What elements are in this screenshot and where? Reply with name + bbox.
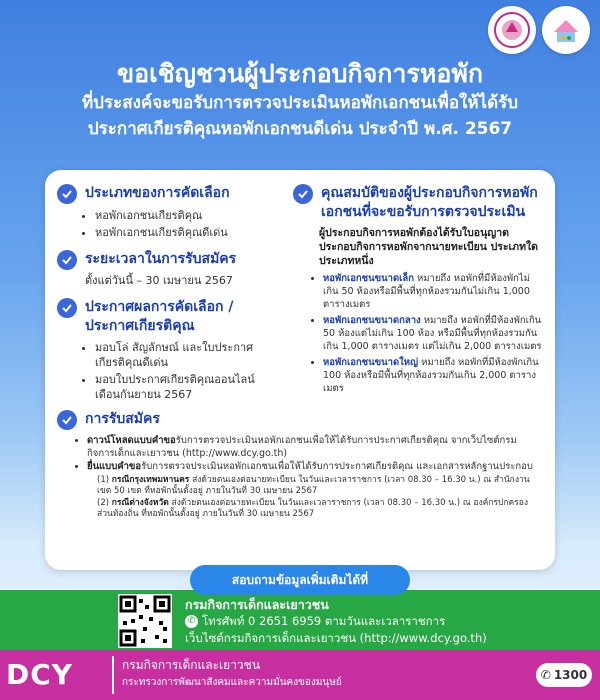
list-item	[323, 272, 543, 311]
item-text: รับการตรวจประเมินหอพักเอกชนเพื่อให้ได้รับการประกาศเกียรติคุณ และเอกสารหลักฐานประกอบ	[141, 461, 533, 472]
application-period-section	[57, 250, 282, 288]
case-number: (2)	[97, 498, 110, 508]
case-item	[97, 475, 543, 497]
list-item: • หอพักเอกชนเกียรติคุณ	[95, 208, 282, 223]
right-column	[293, 184, 543, 398]
period-text: ตั้งแต่วันนี้ – 30 เมษายน 2567	[85, 274, 233, 287]
item-bold: ดาวน์โหลดแบบคำขอ	[87, 435, 176, 446]
section-title: ประกาศผลการคัดเลือก /ประกาศเกียรติคุณ	[85, 299, 234, 334]
list-item	[323, 356, 543, 395]
contact-web-row	[185, 630, 487, 647]
contact-info	[185, 596, 487, 647]
selection-types-section	[57, 184, 282, 240]
qr-code	[118, 594, 172, 648]
dcy-wordmark: DCY	[6, 658, 74, 691]
list-item	[323, 314, 543, 353]
footer-divider	[112, 656, 114, 694]
footer-ministry-name: กระทรวงการพัฒนาสังคมและความมั่นคงของมนุษย์	[122, 677, 342, 688]
page-title: ขอเชิญชวนผู้ประกอบกิจการหอพัก	[117, 59, 483, 88]
section-title: คุณสมบัติของผู้ประกอบกิจการหอพักเอกชนที่จะขอรับการตรวจประเมิน	[321, 185, 538, 220]
contact-bar	[0, 590, 600, 650]
info-card	[45, 170, 555, 570]
list-item: • มอบโล่ สัญลักษณ์ และใบประกาศเกียรติคุณดีเด่น	[95, 340, 282, 370]
page-subtitle-1: ที่ประสงค์จะขอรับการตรวจประเมินหอพักเอกชนเพื่อให้ได้รับ	[81, 93, 519, 113]
item-text: รับการตรวจประเมินหอพักเอกชนเพื่อให้ได้รับการประกาศเกียรติคุณ จากเว็บไซต์กรมกิจการเด็กและเยาวชน (http://www.dcy.go.th)	[87, 435, 517, 459]
case-bold: กรณีต่างจังหวัด	[111, 498, 169, 508]
phone-icon: ✆	[185, 615, 198, 628]
size-label: หอพักเอกชนขนาดกลาง	[323, 315, 421, 326]
header-logos	[488, 6, 590, 54]
contact-phone-row	[185, 613, 487, 630]
case-text: ส่งด้วยตนเองต่อนายทะเบียน ในวันและเวลาราชการ (เวลา 08.30 – 16.30 น.) ณ องค์กรปกครองส่วนท้องถิ่น ที่หอพักนั้นตั้งอยู่ ภายในวันที่ 30 เมษายน 2567	[97, 498, 529, 519]
dcy-logo	[542, 6, 590, 54]
page-subtitle-2: ประกาศเกียรติคุณหอพักเอกชนดีเด่น ประจำปี พ.ศ. 2567	[87, 119, 513, 139]
contact-dept: กรมกิจการเด็กและเยาวชน	[185, 597, 329, 612]
ministry-seal-logo	[488, 6, 536, 54]
list-item	[87, 434, 543, 460]
item-bold: ยื่นแบบคำขอ	[87, 461, 142, 472]
announcement-section	[57, 298, 282, 402]
hotline-number: 1300	[553, 668, 588, 682]
check-icon	[57, 184, 77, 204]
size-label: หอพักเอกชนขนาดใหญ่	[323, 357, 419, 368]
phone-icon: ✆	[540, 668, 551, 682]
contact-web: เว็บไซต์กรมกิจการเด็กและเยาวชน (http://www.dcy.go.th)	[185, 631, 487, 645]
section-title: ประเภทของการคัดเลือก	[85, 185, 230, 201]
footer-bar	[0, 650, 600, 700]
page-header	[0, 58, 600, 142]
hotline-badge	[536, 663, 592, 687]
section-title: การรับสมัคร	[85, 411, 160, 427]
size-text: หมายถึง หอพักที่มีห้องพักไม่เกิน 50 ห้องหรือมีพื้นที่ทุกห้องรวมกันไม่เกิน 1,000 ตารางเมตร	[323, 273, 530, 310]
footer-org	[122, 656, 342, 692]
list-item: • มอบใบประกาศเกียรติคุณออนไลน์ เดือนกันยายน 2567	[95, 372, 282, 402]
check-icon	[293, 184, 313, 204]
check-icon	[57, 298, 77, 318]
case-text: ส่งด้วยตนเองต่อนายทะเบียน ในวันและเวลาราชการ (เวลา 08.30 – 16.30 น.) ณ สำนักงานเขต 50 เขต ที่หอพักนั้นตั้งอยู่ ภายในวันที่ 30 เมษายน 2567	[97, 475, 530, 496]
size-text: หมายถึง หอพักที่มีห้องพักเกิน 100 ห้องหรือมีพื้นที่ทุกห้องรวมกันเกิน 2,000 ตารางเมตร	[323, 357, 539, 394]
case-item	[97, 498, 543, 520]
check-icon	[57, 250, 77, 270]
case-bold: กรณีกรุงเทพมหานคร	[111, 475, 190, 485]
size-label: หอพักเอกชนขนาดเล็ก	[323, 273, 414, 284]
size-text: หมายถึง หอพักที่มีห้องพักเกิน 50 ห้องแต่ไม่เกิน 100 ห้อง หรือมีพื้นที่ทุกห้องรวมกันเกิน 1,000 ตารางเมตร แต่ไม่เกิน 2,000 ตารางเมตร	[323, 315, 542, 352]
list-item: • หอพักเอกชนเกียรติคุณดีเด่น	[95, 225, 282, 240]
footer-org-name: กรมกิจการเด็กและเยาวชน	[122, 658, 261, 672]
check-icon	[57, 410, 77, 430]
contact-phone: โทรศัพท์ 0 2651 6959 ตามวันและเวลาราชการ	[202, 614, 446, 628]
left-column	[57, 184, 282, 412]
case-number: (1)	[97, 475, 110, 485]
application-section	[57, 410, 543, 521]
list-item	[87, 460, 543, 473]
section-title: ระยะเวลาในการรับสมัคร	[85, 251, 237, 267]
qualification-intro: ผู้ประกอบกิจการหอพักต้องได้รับใบอนุญาตประกอบกิจการหอพักจากนายทะเบียน ประเภทใดประเภทหนึ่ง	[319, 227, 538, 267]
inquiry-banner: สอบถามข้อมูลเพิ่มเติมได้ที่	[190, 565, 410, 595]
submission-cases	[97, 475, 543, 520]
